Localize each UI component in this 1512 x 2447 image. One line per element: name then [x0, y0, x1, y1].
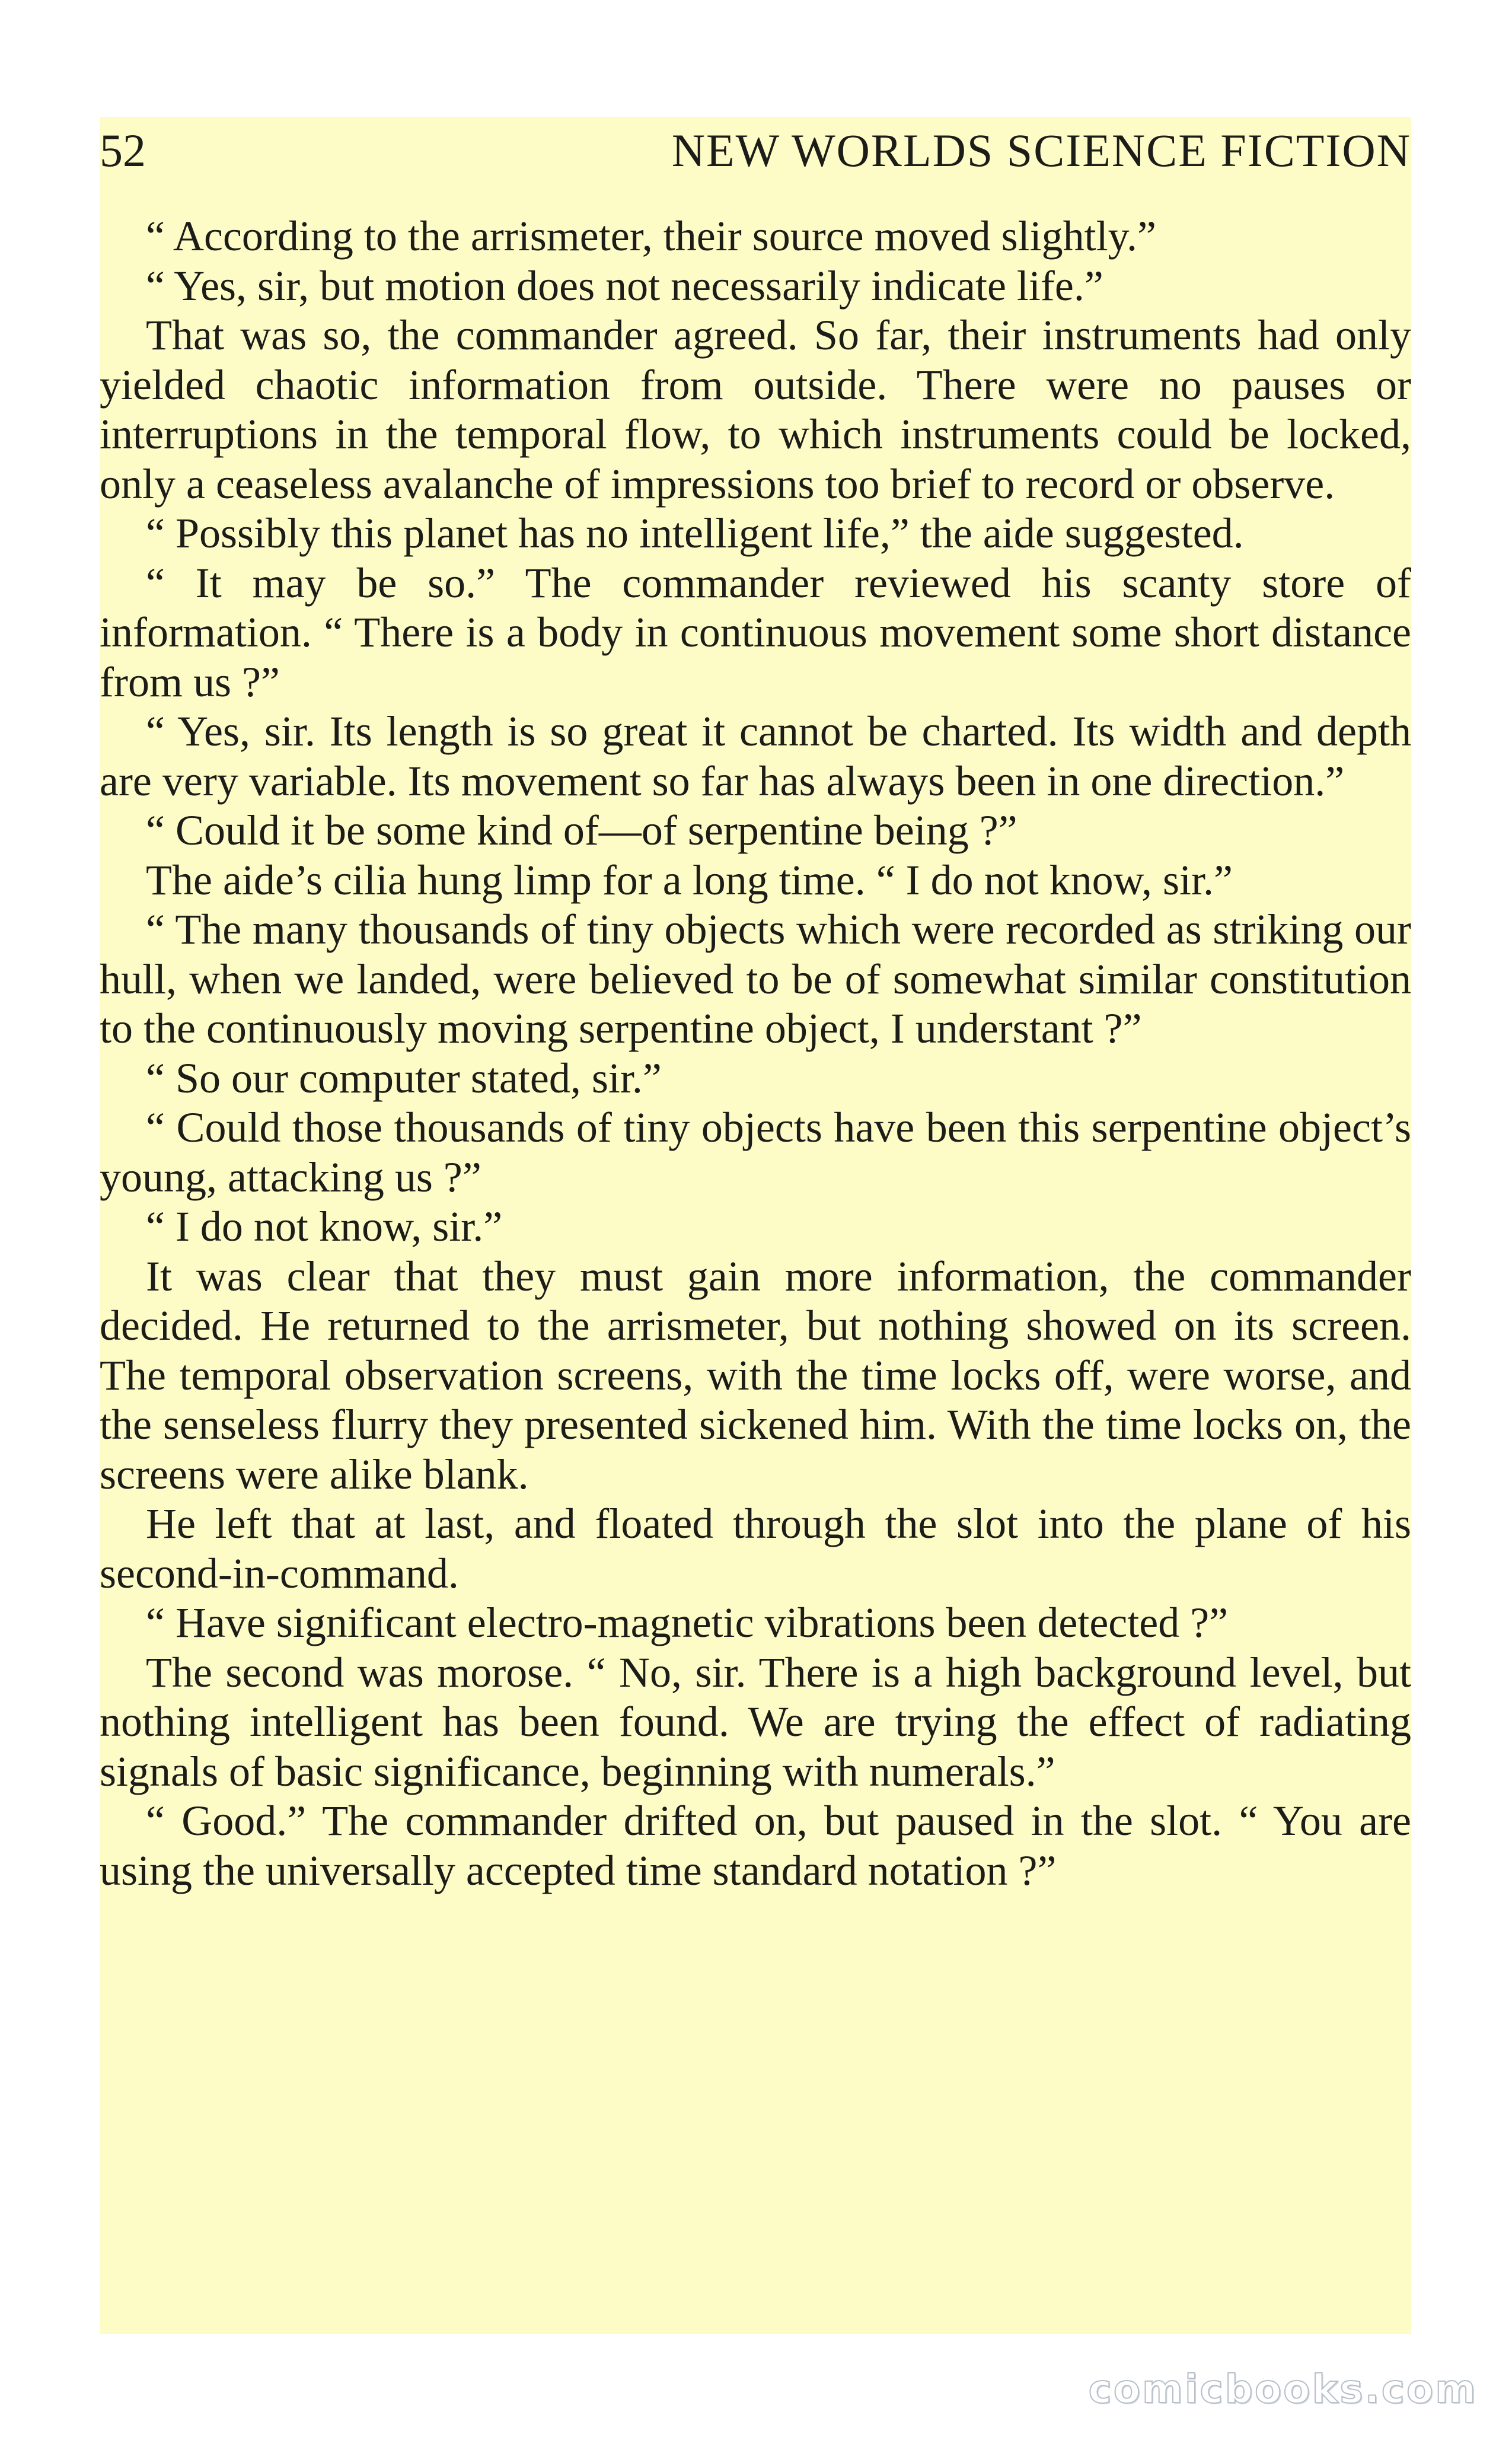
- paragraph: “ Yes, sir. Its length is so great it cannot be charted. Its width and depth are very variable. Its movement so far has always been in one direction.”: [100, 708, 1411, 805]
- paragraph: “ According to the arrismeter, their source moved slightly.”: [146, 212, 1156, 260]
- paragraph: That was so, the commander agreed. So far, their instruments had only yielded chaotic information from outside. There were no pauses or interruptions in the temporal flow, to which instruments could be locked, only a ceaseless avalanche of impressions too brief to record or observe.: [100, 311, 1411, 508]
- paragraph: “ I do not know, sir.”: [146, 1203, 503, 1250]
- paragraph: “ Yes, sir, but motion does not necessarily indicate life.”: [146, 262, 1103, 310]
- paragraph: “ Could it be some kind of—of serpentine being ?”: [146, 807, 1017, 854]
- site-watermark: comicbooks.com: [1088, 2366, 1478, 2412]
- story-text: [100, 212, 1411, 1895]
- paragraph: It was clear that they must gain more information, the commander decided. He returned to the arrismeter, but nothing showed on its screen. The temporal observation screens, with the time locks off, were worse, and the senseless flurry they presented sickened him. With the time locks on, the screens were alike blank.: [100, 1252, 1411, 1498]
- paragraph: He left that at last, and floated through the slot into the plane of his second-in-command.: [100, 1500, 1411, 1597]
- paragraph: The aide’s cilia hung limp for a long time. “ I do not know, sir.”: [146, 856, 1233, 904]
- paragraph: “ It may be so.” The commander reviewed his scanty store of information. “ There is a body in continuous movement some short distance from us ?”: [100, 559, 1411, 706]
- paragraph: “ Possibly this planet has no intelligent life,” the aide suggested.: [146, 509, 1244, 557]
- page-header: [100, 117, 1411, 191]
- paragraph: “ Could those thousands of tiny objects have been this serpentine object’s young, attacking us ?”: [100, 1104, 1411, 1201]
- page-number: 52: [100, 125, 146, 176]
- paragraph: “ Have significant electro-magnetic vibrations been detected ?”: [146, 1599, 1229, 1646]
- running-title: NEW WORLDS SCIENCE FICTION: [671, 125, 1411, 176]
- paragraph: “ The many thousands of tiny objects which were recorded as striking our hull, when we landed, were believed to be of somewhat similar constitution to the continuously moving serpentine object, I understant ?”: [100, 906, 1411, 1052]
- book-page: [100, 117, 1411, 2334]
- paragraph: “ So our computer stated, sir.”: [146, 1054, 662, 1102]
- paragraph: “ Good.” The commander drifted on, but paused in the slot. “ You are using the universally accepted time standard notation ?”: [100, 1797, 1411, 1894]
- paragraph: The second was morose. “ No, sir. There is a high background level, but nothing intelligent has been found. We are trying the effect of radiating signals of basic significance, beginning with numerals.”: [100, 1648, 1411, 1795]
